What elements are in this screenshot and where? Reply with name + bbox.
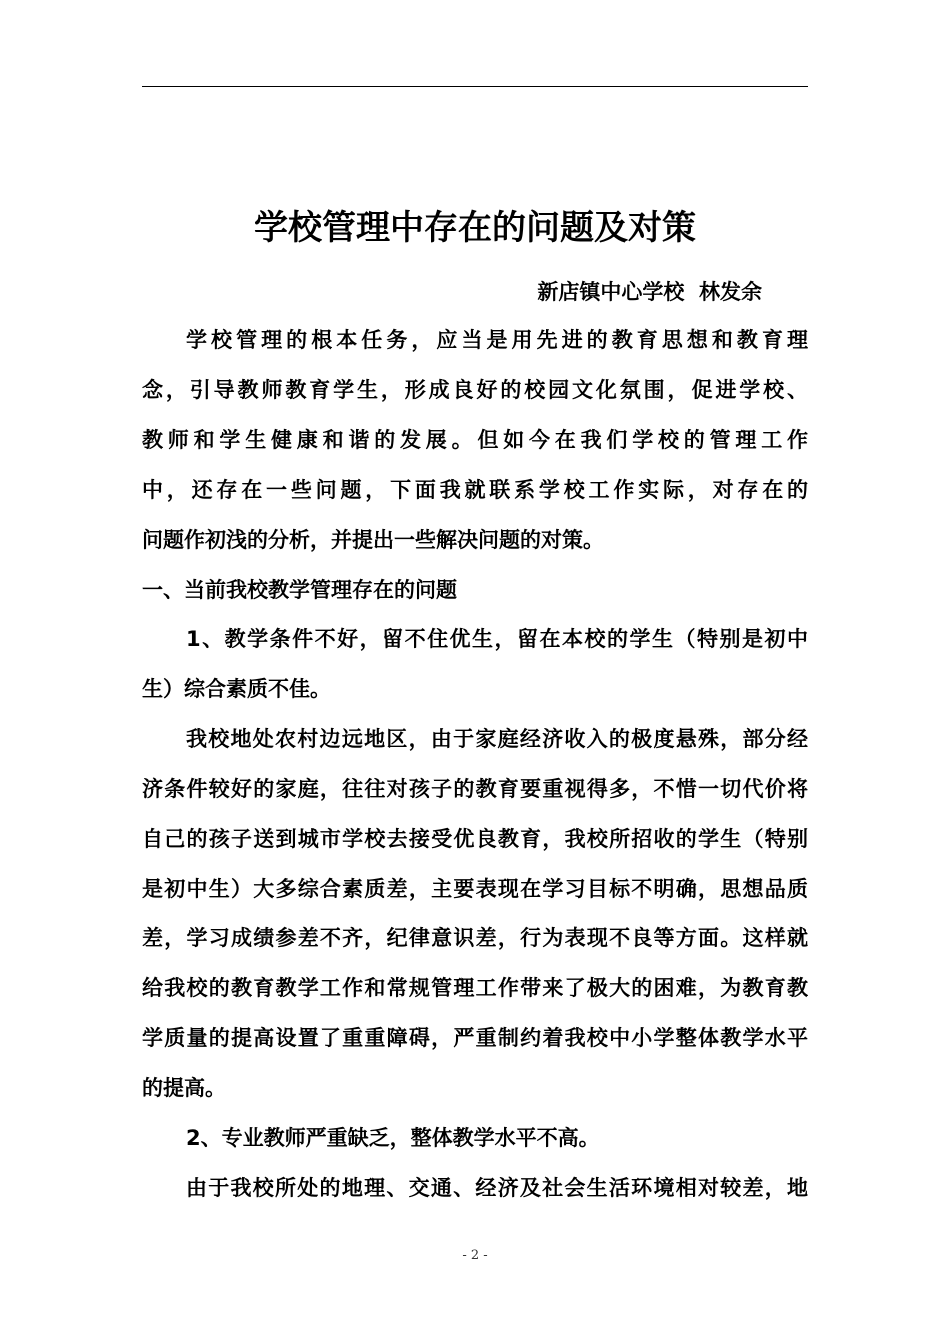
- paragraph-line: 给我校的教育教学工作和常规管理工作带来了极大的困难，为教育教: [142, 976, 808, 1000]
- paragraph-line: 学校管理的根本任务，应当是用先进的教育思想和教育理: [186, 328, 808, 352]
- header-rule: [142, 86, 808, 87]
- paragraph-line: 问题作初浅的分析，并提出一些解决问题的对策。: [142, 528, 604, 552]
- subheading-line: 2、专业教师严重缺乏，整体教学水平不高。: [186, 1126, 600, 1150]
- paragraph-line: 自己的孩子送到城市学校去接受优良教育，我校所招收的学生（特别: [142, 827, 808, 851]
- author-line: 新店镇中心学校 林发余: [537, 280, 762, 304]
- paragraph-line: 中，还存在一些问题，下面我就联系学校工作实际，对存在的: [142, 478, 808, 502]
- paragraph-line: 是初中生）大多综合素质差，主要表现在学习目标不明确，思想品质: [142, 877, 808, 901]
- paragraph-line: 由于我校所处的地理、交通、经济及社会生活环境相对较差，地: [186, 1176, 808, 1200]
- paragraph-line: 差，学习成绩参差不齐，纪律意识差，行为表现不良等方面。这样就: [142, 926, 808, 950]
- paragraph-line: 念，引导教师教育学生，形成良好的校园文化氛围，促进学校、: [142, 378, 808, 402]
- section-heading: 一、当前我校教学管理存在的问题: [142, 578, 457, 602]
- paragraph-line: 我校地处农村边远地区，由于家庭经济收入的极度悬殊，部分经: [186, 727, 808, 751]
- page-number: - 2 -: [462, 1248, 488, 1263]
- subheading-line: 1、教学条件不好，留不住优生，留在本校的学生（特别是初中: [186, 627, 808, 651]
- paragraph-line: 的提高。: [142, 1076, 226, 1100]
- subheading-line: 生）综合素质不佳。: [142, 677, 331, 701]
- paragraph-line: 学质量的提高设置了重重障碍，严重制约着我校中小学整体教学水平: [142, 1026, 808, 1050]
- paragraph-line: 教师和学生健康和谐的发展。但如今在我们学校的管理工作: [142, 428, 808, 452]
- document-title: 学校管理中存在的问题及对策: [254, 208, 696, 248]
- paragraph-line: 济条件较好的家庭，往往对孩子的教育要重视得多，不惜一切代价将: [142, 777, 808, 801]
